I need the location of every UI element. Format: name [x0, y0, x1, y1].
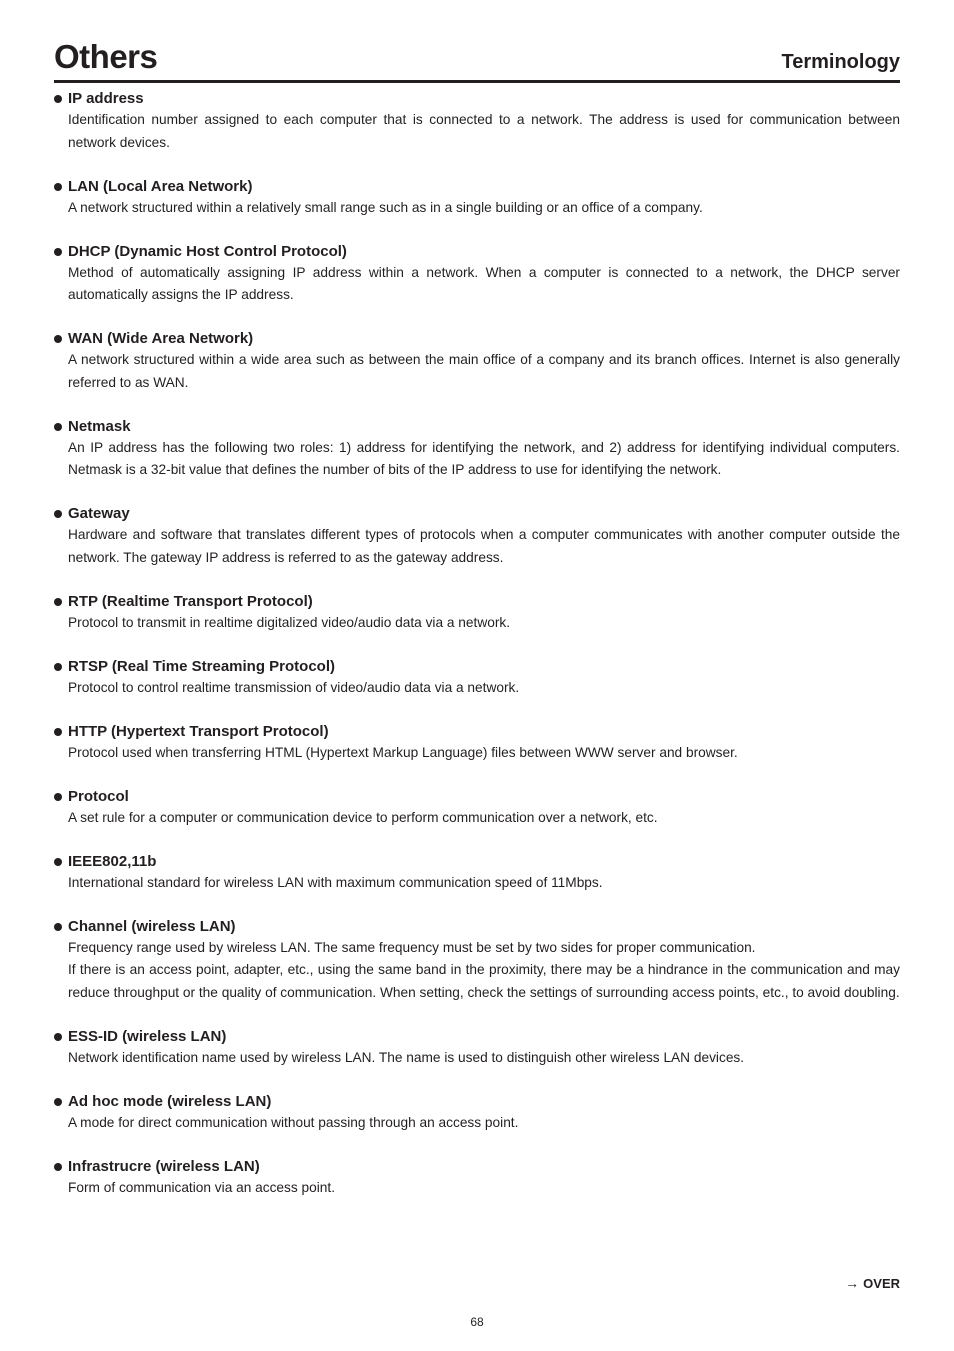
term-name: WAN (Wide Area Network) — [68, 330, 254, 347]
bullet-icon — [54, 1163, 62, 1171]
term-description — [68, 807, 900, 830]
term-description-paragraph: If there is an access point, adapter, etc., using the same band in the proximity, there may be a hindrance in the communication and may reduce throughput or the quality of communication. When setting, check the settings of surrounding access points, etc., to avoid doubling. — [68, 962, 900, 1000]
term-heading — [54, 504, 900, 524]
term-entry — [54, 1092, 900, 1135]
term-entry — [54, 917, 900, 1005]
term-heading — [54, 722, 900, 742]
term-entry — [54, 1027, 900, 1070]
term-description — [68, 1047, 900, 1070]
term-entry — [54, 504, 900, 569]
term-description — [68, 612, 900, 635]
bullet-icon — [54, 335, 62, 343]
term-entry — [54, 89, 900, 154]
term-description — [68, 1112, 900, 1135]
term-description-paragraph: International standard for wireless LAN with maximum communication speed of 11Mbps. — [68, 874, 603, 890]
page-header — [54, 38, 900, 83]
term-name: RTSP (Real Time Streaming Protocol) — [68, 657, 336, 675]
term-heading — [54, 242, 900, 262]
term-description-paragraph: A set rule for a computer or communication device to perform communication over a network, etc. — [68, 809, 658, 825]
bullet-icon — [54, 510, 62, 518]
term-heading — [54, 1027, 900, 1047]
term-description — [68, 1177, 900, 1200]
term-entry — [54, 787, 900, 830]
subsection-title: Terminology — [781, 51, 900, 73]
term-description — [68, 109, 900, 154]
term-description-paragraph: Identification number assigned to each computer that is connected to a network. The address is used for communication between network devices. — [68, 112, 900, 150]
term-heading — [54, 1092, 900, 1112]
term-entry — [54, 1157, 900, 1200]
term-entry — [54, 417, 900, 482]
term-description-paragraph: Protocol to control realtime transmission of video/audio data via a network. — [68, 679, 520, 695]
term-description-paragraph: Frequency range used by wireless LAN. The same frequency must be set by two sides for proper communication. — [68, 939, 756, 955]
term-description — [68, 742, 900, 765]
term-name: ESS-ID (wireless LAN) — [68, 1027, 227, 1045]
term-heading — [54, 1157, 900, 1177]
term-description — [68, 197, 900, 220]
term-name: RTP (Realtime Transport Protocol) — [68, 592, 313, 610]
term-heading — [54, 592, 900, 612]
bullet-icon — [54, 423, 62, 431]
term-heading — [54, 852, 900, 872]
term-entry — [54, 177, 900, 220]
term-entry — [54, 242, 900, 307]
term-entry — [54, 722, 900, 765]
term-description-paragraph: Form of communication via an access point. — [68, 1179, 336, 1195]
term-name: Infrastrucre (wireless LAN) — [68, 1157, 260, 1175]
term-description — [68, 262, 900, 307]
terminology-list — [54, 89, 900, 1222]
term-description — [68, 524, 900, 569]
bullet-icon — [54, 923, 62, 931]
term-heading — [54, 787, 900, 807]
term-description-paragraph: Hardware and software that translates different types of protocols when a computer communicates with another computer outside the network. The gateway IP address is referred to as the gateway address. — [68, 527, 900, 565]
term-description — [68, 349, 900, 394]
term-description-paragraph: Method of automatically assigning IP address within a network. When a computer is connected to a network, the DHCP server automatically assigns the IP address. — [68, 264, 900, 302]
term-description-paragraph: A network structured within a wide area such as between the main office of a company and its branch offices. Internet is also generally referred to as WAN. — [68, 352, 900, 390]
section-title: Others — [54, 38, 158, 75]
term-name: Channel (wireless LAN) — [68, 917, 236, 935]
term-description — [68, 437, 900, 482]
term-description-paragraph: Protocol used when transferring HTML (Hypertext Markup Language) files between WWW server and browser. — [68, 744, 738, 760]
term-name: HTTP (Hypertext Transport Protocol) — [68, 722, 329, 740]
term-name: Gateway — [68, 505, 130, 522]
term-entry — [54, 657, 900, 700]
term-description — [68, 937, 900, 1005]
term-entry — [54, 592, 900, 635]
bullet-icon — [54, 663, 62, 671]
bullet-icon — [54, 1033, 62, 1041]
bullet-icon — [54, 793, 62, 801]
term-heading — [54, 177, 900, 197]
continued-indicator — [845, 1274, 900, 1293]
page-number: 68 — [470, 1315, 484, 1329]
term-name: LAN (Local Area Network) — [68, 177, 253, 195]
bullet-icon — [54, 598, 62, 606]
term-name: Netmask — [68, 417, 131, 435]
term-name: IEEE802,11b — [68, 852, 157, 870]
term-description-paragraph: A network structured within a relatively small range such as in a single building or an office of a company. — [68, 199, 703, 215]
right-arrow-icon: → — [845, 1275, 860, 1291]
term-description-paragraph: A mode for direct communication without passing through an access point. — [68, 1114, 519, 1130]
bullet-icon — [54, 858, 62, 866]
bullet-icon — [54, 183, 62, 191]
term-heading — [54, 657, 900, 677]
term-name: IP address — [68, 90, 144, 107]
over-label: OVER — [863, 1276, 900, 1291]
term-heading — [54, 917, 900, 937]
term-name: Ad hoc mode (wireless LAN) — [68, 1092, 272, 1110]
term-entry — [54, 852, 900, 895]
bullet-icon — [54, 1098, 62, 1106]
term-heading — [54, 329, 900, 349]
term-name: DHCP (Dynamic Host Control Protocol) — [68, 242, 347, 260]
term-description — [68, 872, 900, 895]
term-description-paragraph: Protocol to transmit in realtime digitalized video/audio data via a network. — [68, 614, 511, 630]
term-description — [68, 677, 900, 700]
term-description-paragraph: Network identification name used by wireless LAN. The name is used to distinguish other wireless LAN devices. — [68, 1049, 745, 1065]
term-name: Protocol — [68, 787, 129, 805]
bullet-icon — [54, 95, 62, 103]
bullet-icon — [54, 248, 62, 256]
term-entry — [54, 329, 900, 394]
term-heading — [54, 417, 900, 437]
bullet-icon — [54, 728, 62, 736]
term-heading — [54, 89, 900, 109]
term-description-paragraph: An IP address has the following two roles: 1) address for identifying the network, and 2) address for identifying individual computers. Netmask is a 32-bit value that defines the number of bits of the IP address to use for identifying the network. — [68, 439, 900, 477]
